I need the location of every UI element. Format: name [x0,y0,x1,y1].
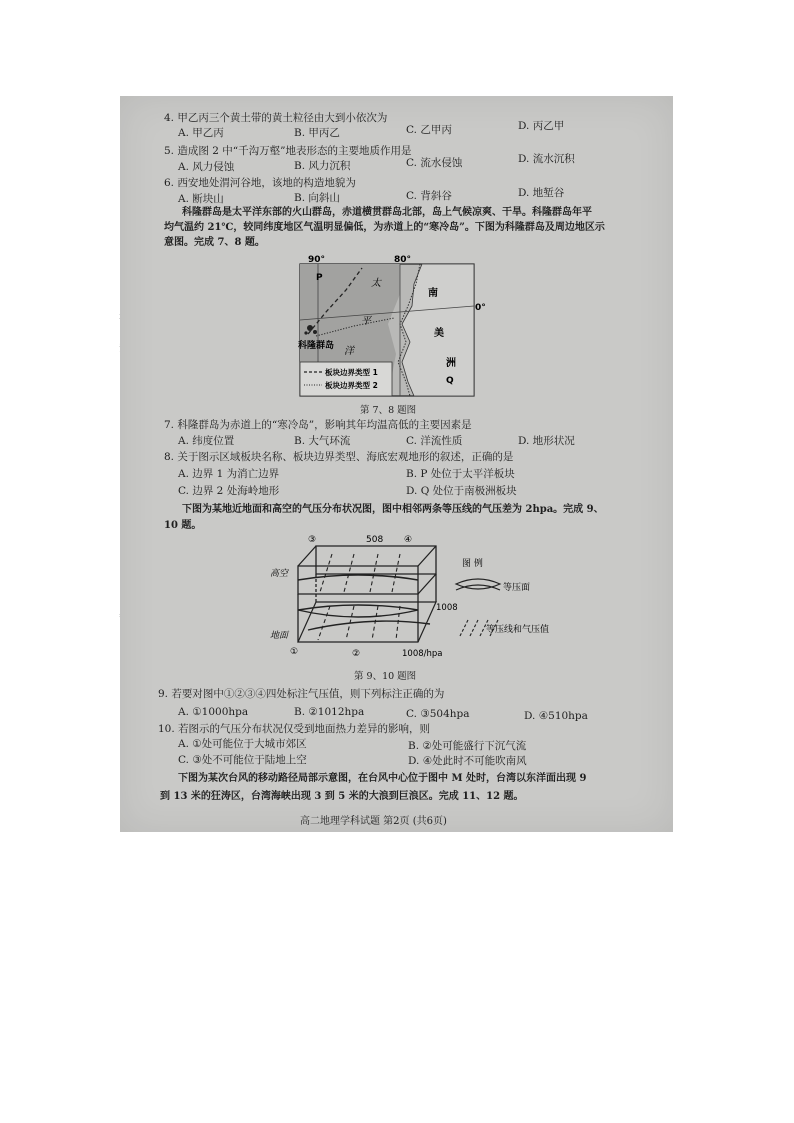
legend-value: 1008 [436,603,458,613]
ocean-label-2: 平 [361,316,371,327]
q10-option-c: C. ③处不可能位于陆地上空 [178,754,307,766]
continent-label-1: 南 [428,288,438,299]
islands-label: 科隆群岛 [298,341,335,351]
q10-option-a: A. ①处可能位于大城市郊区 [178,738,307,750]
q9-option-b: B. ②1012hpa [294,706,365,718]
continent-label-2: 美 [434,328,444,339]
point-p-label: P [316,273,323,283]
high-altitude-label: 高空 [270,569,289,579]
ground-label: 地面 [270,631,289,641]
q4-option-d: D. 丙乙甲 [518,120,565,132]
q9-option-d: D. ④510hpa [524,710,588,722]
diagram-caption: 第 9、10 题图 [354,671,417,682]
longitude-90-label: 90° [308,255,326,265]
point-3-label: ③ [308,535,317,545]
q8-option-a: A. 边界 1 为消亡边界 [178,468,280,480]
legend-isobaric-surface: 等压面 [503,583,531,593]
question-5-stem: 5. 造成图 2 中“千沟万壑”地表形态的主要地质作用是 [164,145,412,157]
question-4-stem: 4. 甲乙丙三个黄土带的黄土粒径由大到小依次为 [164,112,388,124]
q8-option-c: C. 边界 2 处海岭地形 [178,485,280,497]
q5-option-b: B. 风力沉积 [294,160,351,172]
passage-line: 10 题。 [164,520,202,531]
legend-isobar-line: 等压线和气压值 [486,625,550,635]
q7-option-a: A. 纬度位置 [178,435,235,447]
point-1-label: ① [290,647,299,657]
question-8-stem: 8. 关于图示区域板块名称、板块边界类型、海底宏观地形的叙述，正确的是 [164,451,514,463]
q6-option-a: A. 断块山 [178,193,224,205]
q6-option-d: D. 地堑谷 [518,187,565,199]
longitude-80-label: 80° [394,255,412,265]
galapagos-map [296,254,486,400]
ocean-label-3: 洋 [344,346,354,357]
passage-line: 科隆群岛是太平洋东部的火山群岛，赤道横贯群岛北部，岛上气候凉爽、干旱。科隆群岛年平 [182,207,592,218]
legend-title: 图 例 [462,559,483,569]
legend-boundary-2: 板块边界类型 2 [325,381,378,390]
legend-boundary-1: 板块边界类型 1 [325,368,378,377]
q5-option-d: D. 流水沉积 [518,153,575,165]
map-caption: 第 7、8 题图 [360,405,417,416]
q8-option-d: D. Q 处位于南极洲板块 [406,485,517,497]
q7-option-b: B. 大气环流 [294,435,351,447]
q4-option-c: C. 乙甲丙 [406,124,452,136]
point-2-label: ② [352,649,361,659]
q8-option-b: B. P 处位于太平洋板块 [406,468,515,480]
passage-line: 意图。完成 7、8 题。 [164,237,265,248]
question-9-stem: 9. 若要对图中①②③④四处标注气压值，则下列标注正确的为 [158,688,445,700]
question-7-stem: 7. 科隆群岛为赤道上的“寒冷岛”，影响其年均温高低的主要因素是 [164,419,472,431]
q4-option-a: A. 甲乙丙 [178,127,224,139]
q5-option-a: A. 风力侵蚀 [178,161,235,173]
point-q-label: Q [446,376,454,386]
pressure-diagram [270,532,560,666]
question-10-stem: 10. 若图示的气压分布状况仅受到地面热力差异的影响，则 [158,723,431,735]
q9-option-c: C. ③504hpa [406,708,470,720]
q6-option-c: C. 背斜谷 [406,190,452,202]
question-6-stem: 6. 西安地处渭河谷地，该地的构造地貌为 [164,177,356,189]
passage-line: 下图为某次台风的移动路径局部示意图，在台风中心位于图中 M 处时，台湾以东洋面出现 9 [178,773,587,784]
value-508-label: 508 [366,535,384,545]
q5-option-c: C. 流水侵蚀 [406,157,463,169]
point-4-label: ④ [404,535,413,545]
q4-option-b: B. 甲丙乙 [294,127,340,139]
exam-page [120,96,673,832]
q10-option-b: B. ②处可能盛行下沉气流 [408,740,527,752]
passage-line: 到 13 米的狂涛区，台湾海峡出现 3 到 5 米的大浪到巨浪区。完成 11、12 题。 [160,791,524,802]
value-1008-label: 1008/hpa [402,649,443,659]
q10-option-d: D. ④处此时不可能吹南风 [408,755,527,767]
q6-option-b: B. 向斜山 [294,192,340,204]
page-footer: 高二地理学科试题 第2页 (共6页) [300,816,447,827]
q9-option-a: A. ①1000hpa [178,706,249,718]
ocean-label-1: 太 [371,278,381,289]
q7-option-d: D. 地形状况 [518,435,575,447]
passage-line: 下图为某地近地面和高空的气压分布状况图，图中相邻两条等压线的气压差为 2hpa。完成 9、 [182,504,604,515]
q7-option-c: C. 洋流性质 [406,435,463,447]
passage-line: 均气温约 21℃，较同纬度地区气温明显偏低，为赤道上的“寒冷岛”。下图为科隆群岛及周边地区示 [164,222,605,233]
continent-label-3: 洲 [446,358,456,369]
equator-label: 0° [475,303,486,313]
